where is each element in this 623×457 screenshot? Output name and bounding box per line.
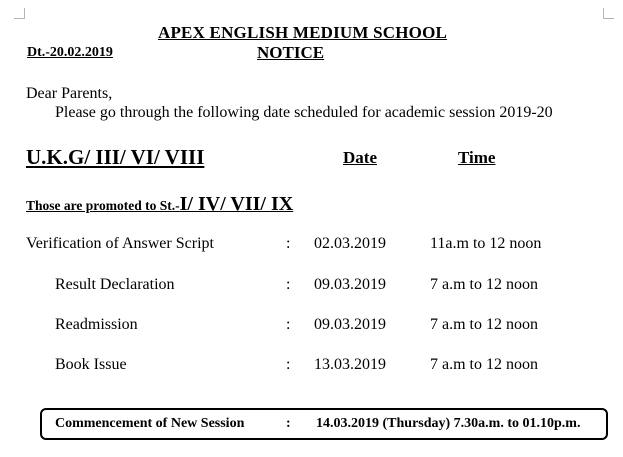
schedule-date: 02.03.2019 — [314, 235, 386, 252]
time-column-header: Time — [458, 148, 496, 167]
commencement-colon: : — [286, 416, 291, 431]
date-column-header: Date — [343, 148, 377, 167]
schedule-label: Verification of Answer Script — [26, 235, 214, 252]
schedule-date: 09.03.2019 — [314, 276, 386, 293]
commencement-label: Commencement of New Session — [55, 416, 245, 431]
schedule-colon: : — [286, 276, 291, 293]
notice-title: NOTICE — [257, 43, 325, 62]
schedule-label: Book Issue — [55, 356, 127, 373]
school-name: APEX ENGLISH MEDIUM SCHOOL — [158, 23, 448, 42]
schedule-label: Readmission — [55, 316, 138, 333]
schedule-date: 09.03.2019 — [314, 316, 386, 333]
page-corner-mark-right — [603, 8, 614, 19]
class-list-heading: U.K.G/ III/ VI/ VIII — [26, 145, 205, 169]
notice-date: Dt.-20.02.2019 — [27, 45, 113, 60]
promoted-heading — [26, 193, 293, 216]
schedule-time: 7 a.m to 12 noon — [430, 316, 538, 333]
schedule-colon: : — [286, 356, 291, 373]
schedule-time: 7 a.m to 12 noon — [430, 356, 538, 373]
schedule-colon: : — [286, 316, 291, 333]
salutation: Dear Parents, — [26, 85, 113, 102]
schedule-time: 11a.m to 12 noon — [430, 235, 542, 252]
commencement-value: 14.03.2019 (Thursday) 7.30a.m. to 01.10p.m. — [316, 416, 581, 431]
intro-text: Please go through the following date scheduled for academic session 2019-20 — [55, 104, 553, 121]
page-corner-mark-left — [14, 8, 25, 19]
promoted-prefix: Those are promoted to St.- — [26, 198, 180, 213]
schedule-time: 7 a.m to 12 noon — [430, 276, 538, 293]
promoted-classes: I/ IV/ VII/ IX — [179, 193, 294, 215]
schedule-date: 13.03.2019 — [314, 356, 386, 373]
schedule-colon: : — [286, 235, 291, 252]
schedule-label: Result Declaration — [55, 276, 175, 293]
